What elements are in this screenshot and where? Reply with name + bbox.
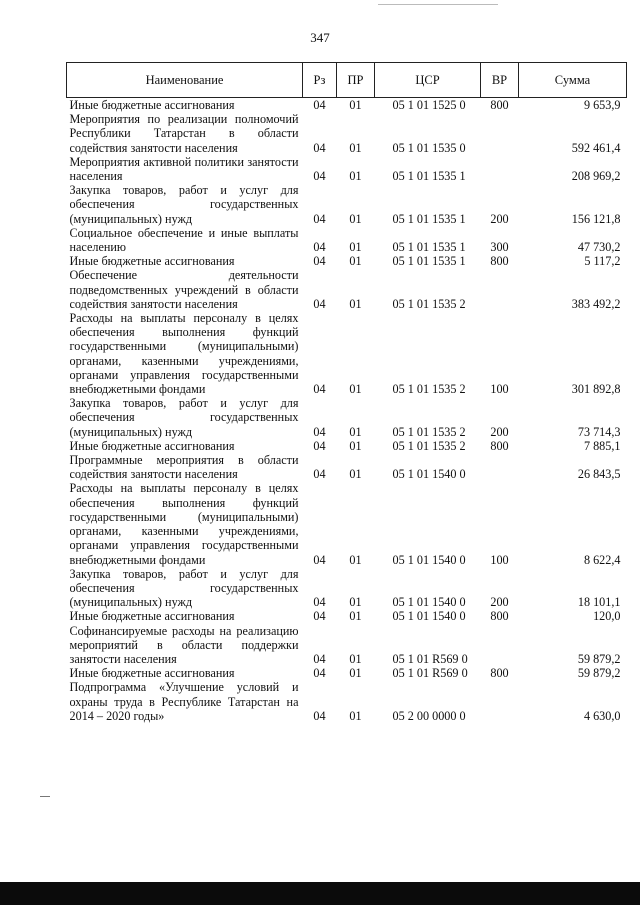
cell-vr: 200 <box>490 595 509 610</box>
cell-pr: 01 <box>349 595 362 610</box>
budget-table <box>66 62 627 723</box>
cell-csr: 05 1 01 1535 1 <box>392 240 466 255</box>
cell-rz: 04 <box>313 666 326 681</box>
cell-rz: 04 <box>313 296 326 311</box>
cell-name: Закупка товаров, работ и услуг для обеспечения государственных (муниципальных) нужд <box>69 396 299 439</box>
table-row <box>67 183 627 226</box>
cell-csr: 05 1 01 1535 2 <box>392 438 466 453</box>
cell-rz: 04 <box>313 651 326 666</box>
table-row <box>67 112 627 155</box>
cell-sum: 592 461,4 <box>571 140 621 155</box>
table-row <box>67 624 627 667</box>
cell-csr: 05 1 01 1535 2 <box>392 424 466 439</box>
cell-csr: 05 2 00 0000 0 <box>392 708 466 723</box>
table-row <box>67 268 627 311</box>
cell-csr: 05 1 01 1540 0 <box>392 609 466 624</box>
header-csr: ЦСР <box>375 63 481 98</box>
cell-rz: 04 <box>313 438 326 453</box>
cell-name: Иные бюджетные ассигнования <box>69 666 235 681</box>
cell-name: Иные бюджетные ассигнования <box>69 438 235 453</box>
cell-csr: 05 1 01 1540 0 <box>392 467 466 482</box>
cell-vr: 800 <box>490 254 509 269</box>
cell-csr: 05 1 01 1535 2 <box>392 382 466 397</box>
header-rz: Рз <box>303 63 337 98</box>
cell-pr: 01 <box>349 438 362 453</box>
cell-pr: 01 <box>349 296 362 311</box>
cell-rz: 04 <box>313 240 326 255</box>
scan-artifact-line <box>378 4 498 5</box>
cell-name: Мероприятия активной политики занятости населения <box>69 154 299 184</box>
table-row <box>67 254 627 268</box>
cell-csr: 05 1 01 1535 1 <box>392 254 466 269</box>
cell-sum: 156 121,8 <box>571 211 621 226</box>
header-pr: ПР <box>337 63 375 98</box>
cell-pr: 01 <box>349 666 362 681</box>
cell-csr: 05 1 01 R569 0 <box>392 666 468 681</box>
cell-vr: 100 <box>490 552 509 567</box>
table-row <box>67 98 627 113</box>
cell-csr: 05 1 01 1540 0 <box>392 552 466 567</box>
cell-sum: 18 101,1 <box>577 595 621 610</box>
table-row <box>67 226 627 254</box>
cell-rz: 04 <box>313 467 326 482</box>
cell-rz: 04 <box>313 552 326 567</box>
cell-vr <box>481 268 519 311</box>
cell-vr: 800 <box>490 438 509 453</box>
cell-pr: 01 <box>349 651 362 666</box>
table-body <box>67 98 627 723</box>
cell-csr: 05 1 01 1535 1 <box>392 211 466 226</box>
cell-rz: 04 <box>313 211 326 226</box>
cell-vr <box>481 680 519 723</box>
cell-csr: 05 1 01 1525 0 <box>392 98 466 112</box>
cell-name: Социальное обеспечение и иные выплаты населению <box>69 225 299 255</box>
cell-csr: 05 1 01 1535 2 <box>392 296 466 311</box>
table-row <box>67 481 627 566</box>
cell-pr: 01 <box>349 140 362 155</box>
header-sum: Сумма <box>519 63 627 98</box>
cell-vr: 300 <box>490 240 509 255</box>
cell-pr: 01 <box>349 424 362 439</box>
cell-sum: 120,0 <box>593 609 621 624</box>
table-header-row <box>67 63 627 98</box>
cell-rz: 04 <box>313 382 326 397</box>
cell-name: Подпрограмма «Улучшение условий и охраны труда в Республике Татарстан на 2014 – 2020 годы» <box>69 680 299 723</box>
cell-sum: 4 630,0 <box>583 708 621 723</box>
table-row <box>67 439 627 453</box>
cell-sum: 59 879,2 <box>577 651 621 666</box>
cell-rz: 04 <box>313 98 326 112</box>
cell-vr: 800 <box>490 666 509 681</box>
cell-vr <box>481 453 519 481</box>
cell-name: Иные бюджетные ассигнования <box>69 609 235 624</box>
cell-sum: 9 653,9 <box>583 98 621 112</box>
scan-bottom-border <box>0 882 640 905</box>
cell-sum: 47 730,2 <box>577 240 621 255</box>
cell-pr: 01 <box>349 98 362 112</box>
cell-name: Расходы на выплаты персоналу в целях обеспечения выполнения функций государственными (муниципальными) органами, казенными учреждениями, органами управления государственными внебюджетными фондами <box>69 481 299 567</box>
margin-mark <box>40 796 50 797</box>
cell-vr: 200 <box>490 424 509 439</box>
cell-csr: 05 1 01 1535 1 <box>392 169 466 184</box>
table-row <box>67 396 627 439</box>
cell-vr: 800 <box>490 609 509 624</box>
cell-sum: 26 843,5 <box>577 467 621 482</box>
cell-name: Программные мероприятия в области содействия занятости населения <box>69 453 299 482</box>
table-row <box>67 155 627 183</box>
cell-name: Иные бюджетные ассигнования <box>69 98 235 112</box>
cell-rz: 04 <box>313 708 326 723</box>
table-row <box>67 311 627 396</box>
cell-sum: 5 117,2 <box>584 254 621 269</box>
cell-sum: 73 714,3 <box>577 424 621 439</box>
cell-csr: 05 1 01 1535 0 <box>392 140 466 155</box>
cell-vr <box>481 155 519 183</box>
header-name: Наименование <box>67 63 303 98</box>
cell-sum: 8 622,4 <box>583 552 621 567</box>
budget-table-container <box>66 62 626 723</box>
cell-rz: 04 <box>313 169 326 184</box>
cell-pr: 01 <box>349 382 362 397</box>
cell-pr: 01 <box>349 467 362 482</box>
cell-csr: 05 1 01 1540 0 <box>392 595 466 610</box>
cell-pr: 01 <box>349 609 362 624</box>
cell-pr: 01 <box>349 552 362 567</box>
cell-vr: 200 <box>490 211 509 226</box>
table-row <box>67 453 627 481</box>
cell-vr: 800 <box>490 98 509 112</box>
cell-name: Расходы на выплаты персоналу в целях обеспечения выполнения функций государственными (муниципальными) органами, казенными учреждениями, органами управления государственными внебюджетными фондами <box>69 311 299 397</box>
page-number: 347 <box>310 30 330 45</box>
cell-rz: 04 <box>313 609 326 624</box>
cell-vr <box>481 112 519 155</box>
cell-pr: 01 <box>349 254 362 269</box>
cell-name: Мероприятия по реализации полномочий Республики Татарстан в области содействия занятости населения <box>69 112 299 155</box>
cell-sum: 208 969,2 <box>571 169 621 184</box>
header-vr: ВР <box>481 63 519 98</box>
cell-pr: 01 <box>349 240 362 255</box>
cell-name: Закупка товаров, работ и услуг для обеспечения государственных (муниципальных) нужд <box>69 183 299 226</box>
cell-pr: 01 <box>349 211 362 226</box>
cell-sum: 383 492,2 <box>571 296 621 311</box>
cell-vr <box>481 624 519 667</box>
table-row <box>67 567 627 610</box>
table-row <box>67 666 627 680</box>
table-row <box>67 680 627 723</box>
table-row <box>67 609 627 623</box>
cell-name: Обеспечение деятельности подведомственных учреждений в области содействия занятости населения <box>69 268 299 311</box>
cell-sum: 7 885,1 <box>583 438 621 453</box>
cell-sum: 301 892,8 <box>571 382 621 397</box>
cell-rz: 04 <box>313 595 326 610</box>
cell-sum: 59 879,2 <box>577 666 621 681</box>
cell-rz: 04 <box>313 140 326 155</box>
cell-vr: 100 <box>490 382 509 397</box>
cell-name: Иные бюджетные ассигнования <box>69 254 235 269</box>
cell-name: Софинансируемые расходы на реализацию мероприятий в области поддержки занятости населения <box>69 623 299 666</box>
cell-pr: 01 <box>349 708 362 723</box>
cell-pr: 01 <box>349 169 362 184</box>
cell-csr: 05 1 01 R569 0 <box>392 651 468 666</box>
cell-rz: 04 <box>313 424 326 439</box>
cell-name: Закупка товаров, работ и услуг для обеспечения государственных (муниципальных) нужд <box>69 566 299 610</box>
cell-rz: 04 <box>313 254 326 269</box>
